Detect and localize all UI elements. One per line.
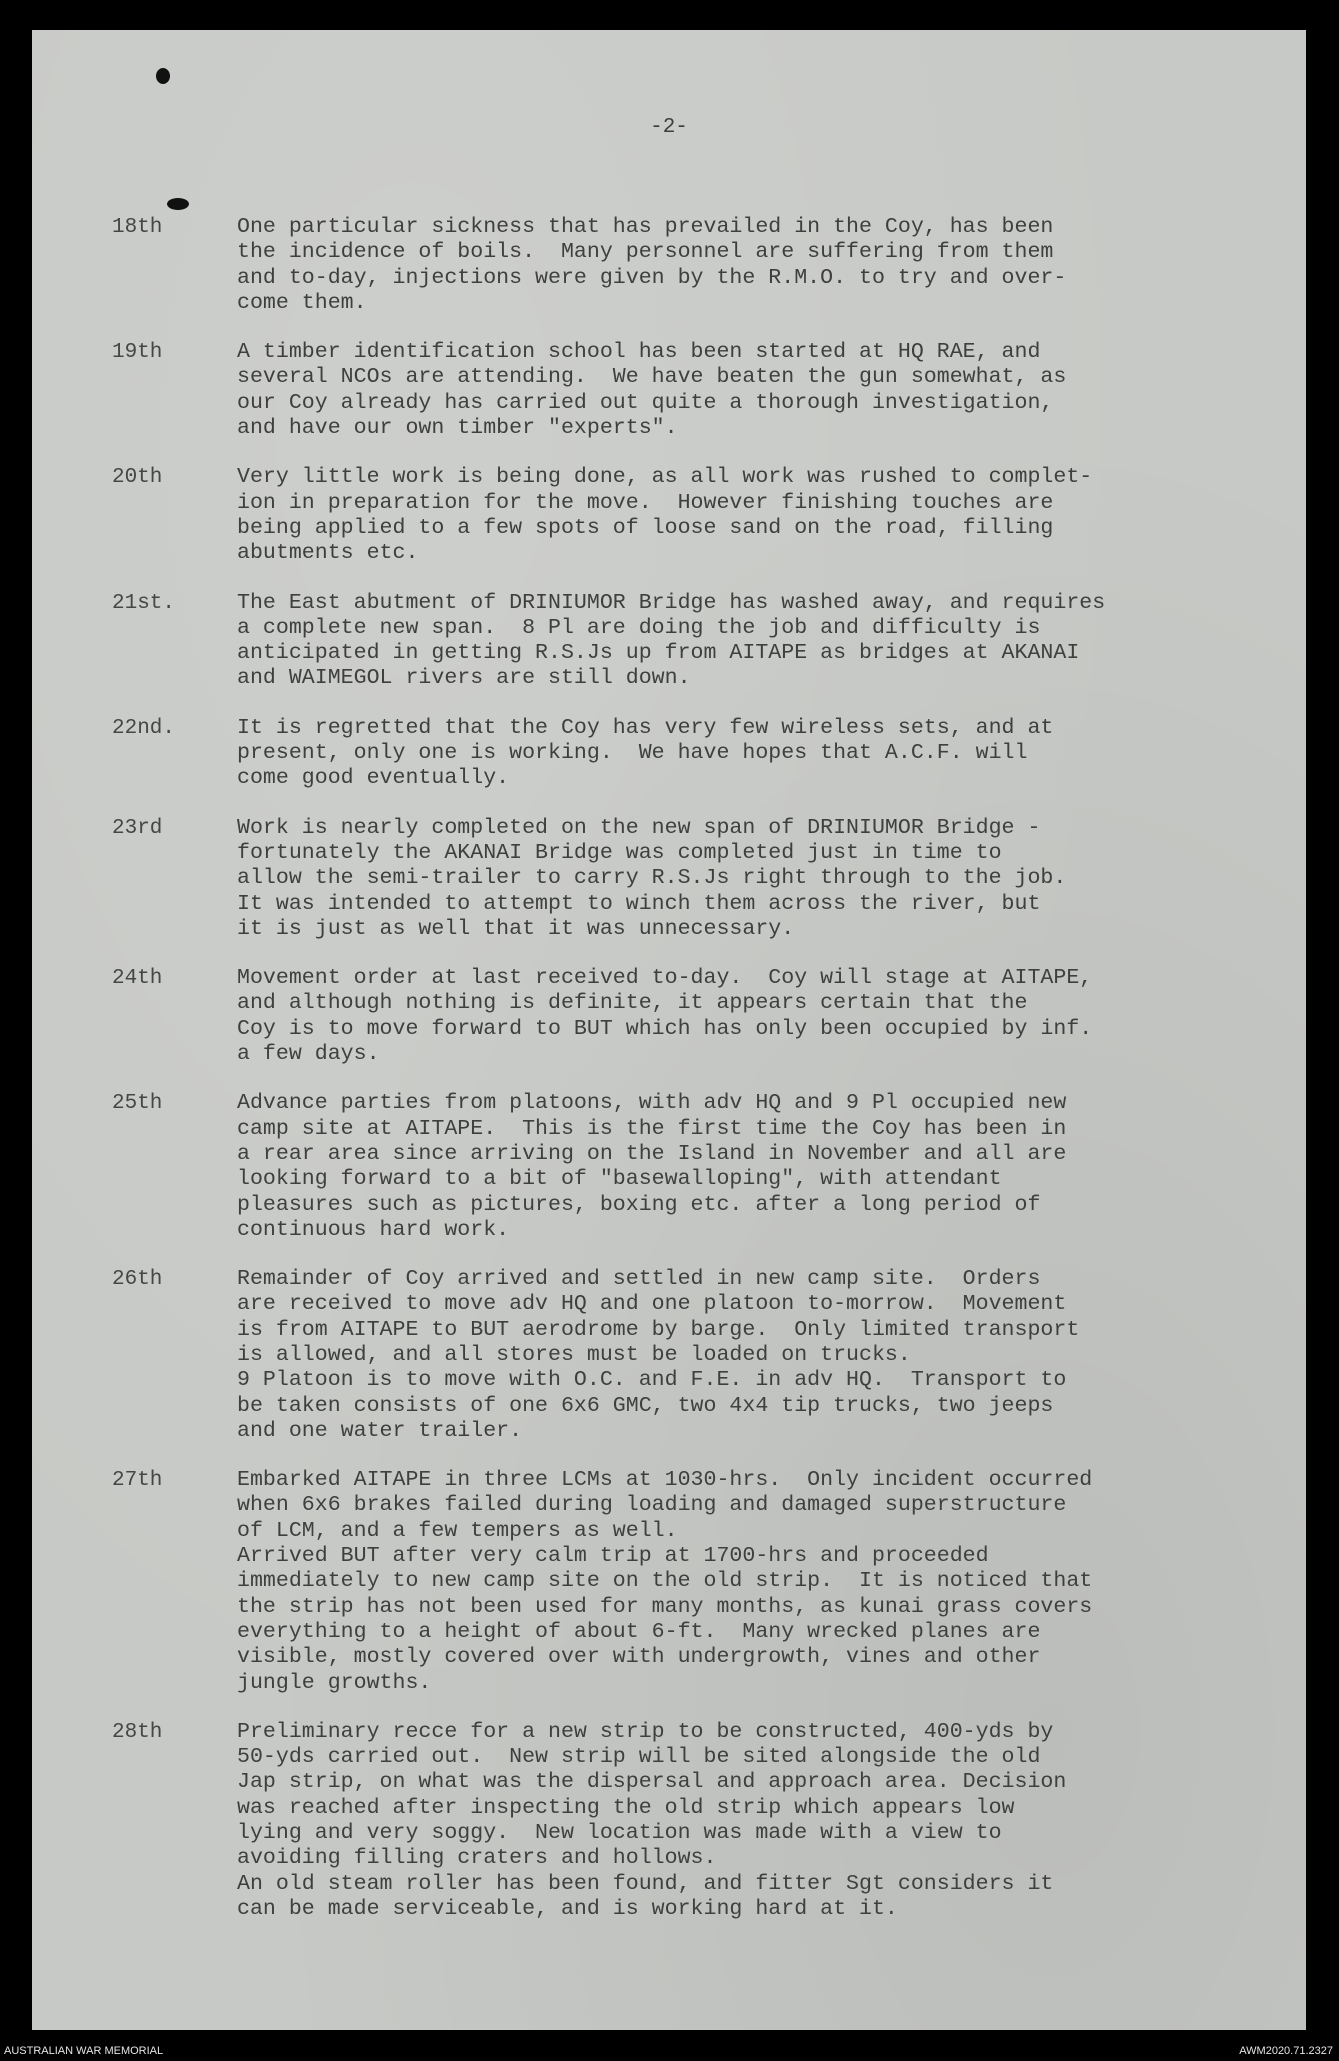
entry-date: 26th [112,1268,163,1292]
entry-text: Advance parties from platoons, with adv HQ and 9 Pl occupied new camp site at AITAPE. This is the first time the Coy has been in a rear area since arriving on the Island in November and all are looking forward to a bit of "basewalloping", with attendant pleasures such as pictures, boxing etc. after a long period of continuous hard work. [237,1091,1067,1242]
diary-entry [32,1468,1306,1696]
diary-entry [32,591,1306,692]
entry-date: 19th [112,341,163,365]
entry-text: A timber identification school has been started at HQ RAE, and several NCOs are attending. We have beaten the gun somewhat, as our Coy already has carried out quite a thorough investigation, and have our own timber "experts". [237,340,1067,441]
entry-text: Work is nearly completed on the new span of DRINIUMOR Bridge - fortunately the AKANAI Bridge was completed just in time to allow the semi-trailer to carry R.S.Js right through to the job. It was intended to attempt to winch them across the river, but it is just as well that it was unnecessary. [237,815,1067,941]
entry-text: Movement order at last received to-day. Coy will stage at AITAPE, and although nothing is definite, it appears certain that the Coy is to move forward to BUT which has only been occupied by inf. a few days. [237,966,1093,1067]
entry-text: Very little work is being done, as all work was rushed to complet- ion in preparation for the move. However finishing touches are being applied to a few spots of loose sand on the road, filling abutments etc. [237,465,1093,566]
archive-reference: AWM2020.71.2327 [1239,2045,1333,2057]
entry-text: Embarked AITAPE in three LCMs at 1030-hrs. Only incident occurred when 6x6 brakes failed during loading and damaged superstructure of LCM, and a few tempers as well. Arrived BUT after very calm trip at 1700-hrs and proceeded immediately to new camp site on the old strip. It is noticed that the strip has not been used for many months, as kunai grass covers everything to a height of about 6-ft. Many wrecked planes are visible, mostly covered over with undergrowth, vines and other jungle growths. [237,1468,1093,1695]
entry-date: 20th [112,466,163,490]
entry-date: 25th [112,1092,163,1116]
entry-date: 24th [112,967,163,991]
ink-smudge [156,68,170,84]
entry-text: It is regretted that the Coy has very few wireless sets, and at present, only one is working. We have hopes that A.C.F. will come good eventually. [237,715,1054,791]
entry-date: 28th [112,1720,163,1744]
diary-entry [32,966,1306,1067]
entry-date: 23rd [112,816,163,840]
diary-entries [32,215,1306,1946]
diary-entry [32,465,1306,566]
entry-text: Remainder of Coy arrived and settled in new camp site. Orders are received to move adv HQ and one platoon to-morrow. Movement is from AITAPE to BUT aerodrome by barge. Only limited transport is allowed, and all stores must be loaded on trucks. 9 Platoon is to move with O.C. and F.E. in adv HQ. Transport to be taken consists of one 6x6 GMC, two 4x4 tip trucks, two jeeps and one water trailer. [237,1267,1080,1443]
ink-smudge [167,198,189,210]
entry-date: 22nd. [112,716,176,740]
diary-entry [32,1091,1306,1243]
archive-footer [0,2042,1339,2061]
entry-text: The East abutment of DRINIUMOR Bridge has washed away, and requires a complete new span. 8 Pl are doing the job and difficulty is anticipated in getting R.S.Js up from AITAPE as bridges at AKANAI and WAIMEGOL rivers are still down. [237,590,1106,691]
diary-entry [32,215,1306,316]
diary-entry [32,716,1306,792]
entry-date: 27th [112,1469,163,1493]
diary-entry [32,340,1306,441]
entry-text: Preliminary recce for a new strip to be constructed, 400-yds by 50-yds carried out. New strip will be sited alongside the old Jap strip, on what was the dispersal and approach area. Decision was reached after inspecting the old strip which appears low lying and very soggy. New location was made with a view to avoiding filling craters and hollows. An old steam roller has been found, and fitter Sgt considers it can be made serviceable, and is working hard at it. [237,1719,1067,1921]
entry-date: 18th [112,216,163,239]
document-page [32,30,1306,2030]
diary-entry [32,1267,1306,1444]
diary-entry [32,1720,1306,1922]
entry-text: One particular sickness that has prevailed in the Coy, has been the incidence of boils. Many personnel are suffering from them and to-day, injections were given by the R.M.O. to try and over- come them. [237,215,1067,315]
entry-date: 21st. [112,591,176,615]
page-number: -2- [650,116,688,139]
archive-credit: AUSTRALIAN WAR MEMORIAL [4,2045,164,2057]
diary-entry [32,816,1306,942]
